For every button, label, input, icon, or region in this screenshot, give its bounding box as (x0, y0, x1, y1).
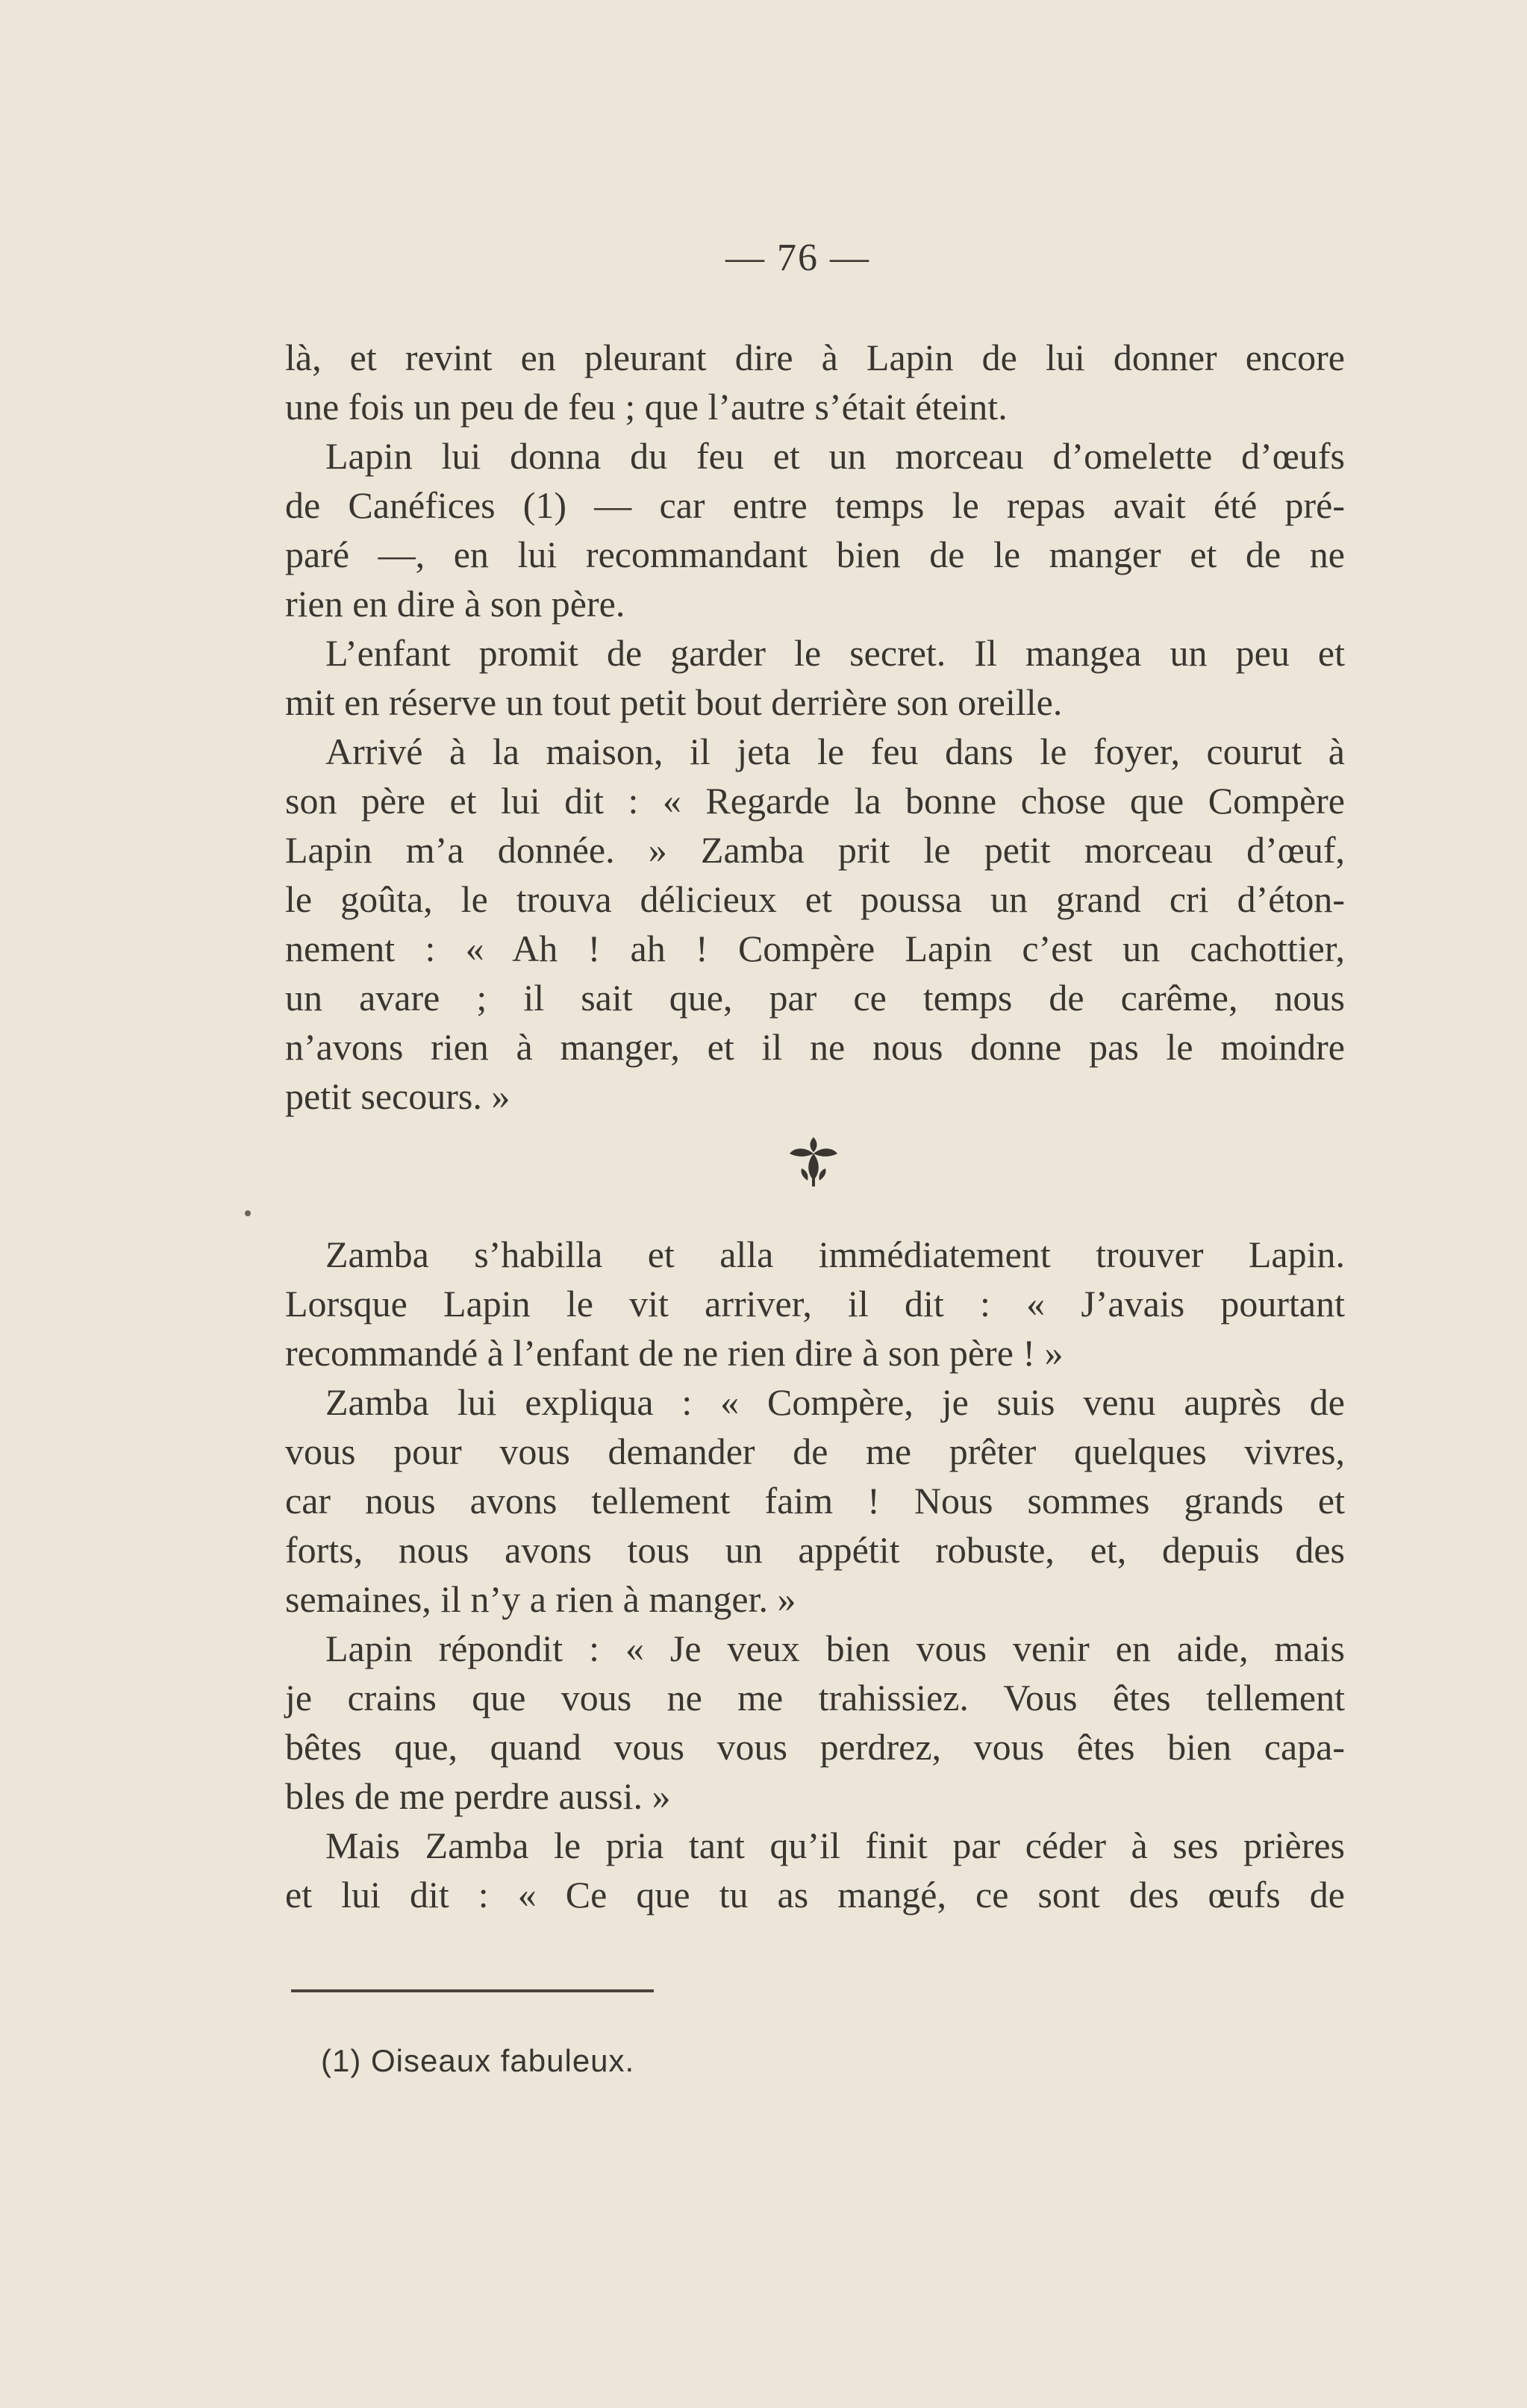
footnote-divider (291, 1989, 654, 1992)
text-line: paré —, en lui recommandant bien de le manger et de ne (285, 534, 1345, 575)
text-line: n’avons rien à manger, et il ne nous donne pas le moindre (285, 1026, 1345, 1068)
text-line: Arrivé à la maison, il jeta le feu dans le foyer, courut à (325, 731, 1345, 772)
text-line: nement : « Ah ! ah ! Compère Lapin c’est un cachottier, (285, 928, 1345, 969)
margin-mark (245, 1210, 251, 1216)
text-line: petit secours. » (285, 1075, 510, 1117)
page-number: — 76 — (725, 237, 870, 279)
text-line: Lorsque Lapin le vit arriver, il dit : « J’avais pourtant (285, 1283, 1345, 1325)
text-line: une fois un peu de feu ; que l’autre s’était éteint. (285, 386, 1008, 428)
text-line: recommandé à l’enfant de ne rien dire à son père ! » (285, 1332, 1064, 1374)
text-line: Mais Zamba le pria tant qu’il finit par céder à ses prières (325, 1824, 1345, 1866)
text-line: forts, nous avons tous un appétit robuste, et, depuis des (285, 1529, 1345, 1571)
text-line: je crains que vous ne me trahissiez. Vous êtes tellement (285, 1677, 1345, 1719)
text-line: de Canéfices (1) — car entre temps le repas avait été pré- (285, 484, 1345, 526)
text-line: semaines, il n’y a rien à manger. » (285, 1578, 796, 1620)
text-line: L’enfant promit de garder le secret. Il mangea un peu et (325, 632, 1345, 674)
text-line: et lui dit : « Ce que tu as mangé, ce sont des œufs de (285, 1874, 1345, 1916)
text-line: Lapin répondit : « Je veux bien vous venir en aide, mais (325, 1627, 1345, 1669)
text-line: mit en réserve un tout petit bout derrière son oreille. (285, 681, 1063, 723)
text-line: bêtes que, quand vous vous perdrez, vous êtes bien capa- (285, 1726, 1345, 1768)
text-line: bles de me perdre aussi. » (285, 1775, 671, 1817)
text-line: là, et revint en pleurant dire à Lapin de lui donner encore (285, 337, 1345, 378)
text-line: car nous avons tellement faim ! Nous sommes grands et (285, 1480, 1345, 1522)
paragraph-section-2 (285, 1230, 1345, 1919)
fleuron-icon (784, 1131, 843, 1191)
text-line: Lapin m’a donnée. » Zamba prit le petit morceau d’œuf, (285, 829, 1345, 871)
footnote: (1) Oiseaux fabuleux. (321, 2043, 635, 2078)
text-line: vous pour vous demander de me prêter quelques vivres, (285, 1430, 1345, 1472)
text-line: rien en dire à son père. (285, 583, 625, 625)
text-line: Zamba s’habilla et alla immédiatement trouver Lapin. (325, 1233, 1345, 1275)
paragraph-section-1 (285, 333, 1345, 1121)
text-line: son père et lui dit : « Regarde la bonne chose que Compère (285, 780, 1345, 822)
text-line: Zamba lui expliqua : « Compère, je suis venu auprès de (325, 1381, 1345, 1423)
text-line: Lapin lui donna du feu et un morceau d’omelette d’œufs (325, 435, 1345, 477)
text-line: un avare ; il sait que, par ce temps de carême, nous (285, 977, 1345, 1019)
text-line: le goûta, le trouva délicieux et poussa un grand cri d’éton- (285, 878, 1345, 920)
